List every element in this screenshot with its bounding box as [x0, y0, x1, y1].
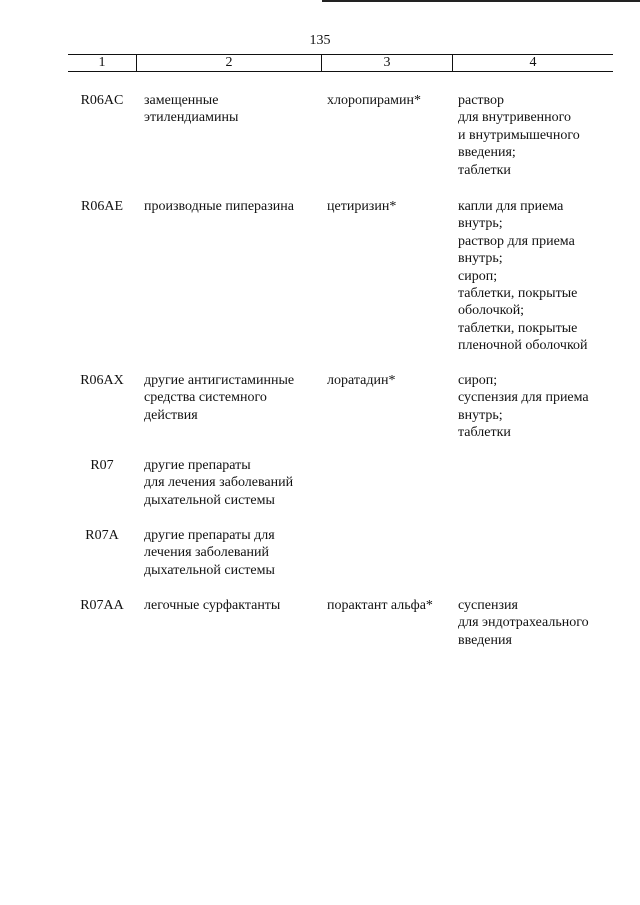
table-row	[0, 527, 640, 597]
dosage-form: суспензия для эндотрахеального введения	[458, 598, 589, 648]
atc-code: R07A	[85, 528, 119, 543]
header-col-3: 3	[383, 55, 391, 70]
atc-code: R06AE	[81, 199, 123, 214]
atc-code: R07	[90, 458, 114, 473]
dosage-form: капли для приема внутрь; раствор для приема внутрь; сироп; таблетки, покрытые оболочкой; таблетки, покрытые пленочной оболочкой	[458, 199, 588, 354]
header-bottom-rule	[68, 71, 613, 72]
pharm-group: замещенные этилендиамины	[144, 93, 239, 126]
header-col-4: 4	[529, 55, 537, 70]
header-col-2: 2	[225, 55, 233, 70]
dosage-form: сироп; суспензия для приема внутрь; таблетки	[458, 373, 589, 441]
header-col-1: 1	[98, 55, 106, 70]
table-header	[68, 52, 613, 72]
drug-name: хлоропирамин*	[327, 93, 422, 108]
drug-name: цетиризин*	[327, 199, 397, 214]
drug-name: лоратадин*	[327, 373, 396, 388]
dosage-form: раствор для внутривенного и внутримышечного введения; таблетки	[458, 93, 580, 178]
pharm-group: легочные сурфактанты	[144, 598, 281, 613]
table-row	[0, 198, 640, 372]
pharm-group: другие антигистаминные средства системного действия	[144, 373, 295, 423]
table-row	[0, 92, 640, 198]
drug-name: порактант альфа*	[327, 598, 433, 613]
table-row	[0, 457, 640, 527]
table-body	[0, 92, 640, 657]
atc-code: R06AX	[80, 373, 124, 388]
pharm-group: производные пиперазина	[144, 199, 294, 214]
scan-edge-line	[322, 0, 640, 2]
page-number: 135	[309, 33, 331, 48]
pharm-group: другие препараты для лечения заболеваний дыхательной системы	[144, 458, 294, 508]
atc-code: R07AA	[80, 598, 124, 613]
table-row	[0, 597, 640, 657]
pharm-group: другие препараты для лечения заболеваний дыхательной системы	[144, 528, 275, 578]
atc-code: R06AC	[80, 93, 124, 108]
table-row	[0, 372, 640, 457]
